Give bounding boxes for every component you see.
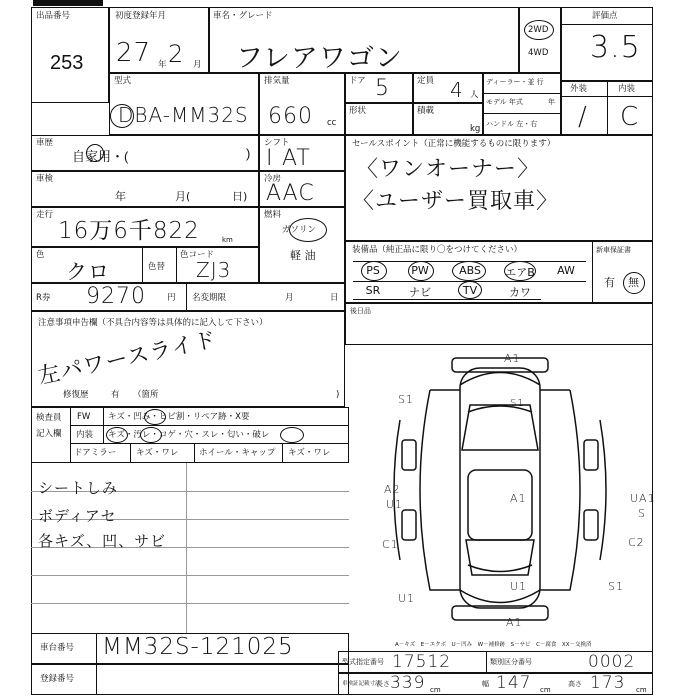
cert-label: 型式指定番号 [342,658,384,666]
mark-left-door: C1 [382,538,399,551]
history-private-circle [86,144,104,162]
capacity-value: 4 [450,78,464,102]
drive-box [519,7,561,73]
cc-unit: cc [327,118,337,128]
equip-abs: ABS [459,264,481,277]
repaint-label: 色替 [148,262,166,272]
equipment-label: 装備品（純正品に限り〇をつけてください） [352,245,523,255]
selling-point-1: 〈ワンオーナー〉 [356,157,541,182]
caution-label: 注意事項申告欄（不具合内容等は具体的に記入して下さい） [38,318,268,328]
mark-left-side-u: U1 [386,498,404,511]
model-year-label: モデル 年式 [486,98,523,106]
warranty-no: 無 [628,276,639,289]
note-line-3: 各キズ、凹、サビ [38,532,167,550]
first-registration-year: 27 [116,38,152,68]
inspector-divider [70,407,71,463]
repair-place: （箇所 [133,390,159,400]
rear-items-label: 後日品 [350,307,371,315]
inspector-rule-1 [70,425,349,426]
score-value: 3.5 [590,30,641,65]
model-year-unit: 年 [548,98,555,106]
fw-label: FW [77,412,91,422]
shift-prefix: I [266,146,274,171]
ext-int-divider [607,81,608,135]
equip-navi: ナビ [409,286,431,299]
inspection-label: 車検 [36,174,54,184]
exterior-grade: / [578,102,588,132]
equip-airbag-circle [504,261,536,281]
interior-label: 内装 [618,84,636,94]
shift-value: AT [282,146,311,171]
length-value: 339 [390,673,426,693]
int-stain-circle [140,427,162,443]
repair-place-close: ) [336,390,340,400]
inspection-day: 日) [232,190,248,203]
warranty-label: 新車保証書 [596,246,631,254]
load-label: 積載 [417,106,435,116]
inspector-label-2: 記入欄 [36,429,62,439]
equip-pw-circle [408,261,434,281]
color-code-value: ZJ3 [196,258,232,282]
color-divider-2 [176,247,177,283]
inspector-rule-2 [70,443,349,444]
score-label: 評価点 [592,11,618,21]
color-label: 色 [36,250,45,260]
damage-legend: A－キズ E－エクボ U－凹み W－補修跡 S－サビ C－腐食 XX－交換済 [395,642,592,648]
height-label: 高さ [568,680,582,688]
registration-label: 登録番号 [40,674,75,684]
mark-right-door: C2 [628,536,645,549]
note-line-2: ボディアセ [38,507,117,525]
mark-rear-mid: U1 [510,580,528,593]
equip-airbag: エアB [505,266,535,279]
drive-4wd: 4WD [528,48,549,58]
interior-grade: C [620,102,640,132]
mileage-label: 走行 [36,210,54,220]
mark-right-side-s: S [638,507,646,520]
history-paren: ) [246,146,251,161]
km-unit: km [222,236,233,244]
month-unit: 月 [193,60,202,70]
rear-items-box [345,303,653,345]
person-unit: 人 [470,90,479,100]
doors-value: 5 [375,76,390,101]
shift-label: シフト [264,138,290,148]
history-label: 車歴 [36,138,54,148]
recycle-divider [186,283,187,311]
class-number: 0002 [588,652,636,672]
yen-unit: 円 [167,293,176,303]
doors-label: ドア [349,76,366,86]
fw-text: キズ・凹み・ヒビ割・リペア跡・X要 [108,412,250,422]
interior-inspect-text: キズ・汚レ・コゲ・穴・スレ・匂い・破レ [108,430,270,440]
wheel-text: キズ・ワレ [288,448,331,458]
mirror-label: ドアミラー [74,448,117,458]
model-label: 型式 [114,76,132,86]
mark-left-front: S1 [398,393,414,406]
width-value: 147 [496,673,532,693]
lot-number-label: 出品番号 [36,11,71,21]
model-value: DBA-MM32S [118,103,249,127]
repair-value: 有 [111,390,120,400]
length-label: 長さ [376,680,390,688]
history-box [31,135,259,171]
dealer-rule-2 [483,113,561,114]
kg-unit: kg [470,124,481,134]
class-label: 類別区分番号 [490,658,532,666]
mark-top: A1 [504,352,521,365]
ac-label: 冷房 [264,174,282,184]
width-unit: cm [540,686,551,694]
car-name-label: 車名・グレード [213,11,273,21]
history-value: 自家用・( [72,149,129,164]
equip-abs-circle [452,261,486,281]
exterior-label: 外装 [570,84,588,94]
inspector-div-b [194,443,195,463]
first-registration-label: 初度登録年月 [115,11,167,21]
width-label: 幅 [482,680,489,688]
warranty-divider [592,241,593,303]
fuel-gas: ガソリン [282,225,317,235]
mirror-text: キズ・ワレ [136,448,179,458]
year-unit: 年 [158,60,167,70]
recycle-box [31,283,345,311]
wheel-label: ホイール・キャップ [199,448,276,458]
drive-2wd: 2WD [528,25,549,35]
first-registration-month: 2 [168,40,185,68]
fw-dent-circle [144,409,166,425]
name-change-day: 日 [330,293,339,303]
equip-tv: TV [462,284,478,297]
chassis-number: MM32S-121025 [102,634,294,660]
fuel-label: 燃料 [264,210,282,220]
mark-right-side: UA1 [630,492,656,505]
color-value: クロ [66,260,110,284]
size-label: 車検証記載寸法 [342,681,381,687]
shape-label: 形状 [349,106,367,116]
color-code-label: 色コード [180,250,215,260]
inspector-divider-2 [103,407,104,443]
inspector-div-a [130,443,131,463]
cert-divider [486,651,487,673]
registration-box [31,664,349,695]
lot-number-value: 253 [50,52,84,74]
equip-ps: PS [366,264,380,277]
dealer-rule-1 [483,93,561,94]
chassis-label: 車台番号 [40,643,75,653]
height-unit: cm [636,686,647,694]
mark-left-side-a: A2 [384,483,401,496]
equip-leather: カワ [509,286,531,299]
inspection-box [31,171,259,207]
color-divider [142,247,143,283]
selling-point-2: 〈ユーザー買取車〉 [352,189,560,214]
ac-value: AAC [266,181,315,206]
mark-rear-left: U1 [398,592,416,605]
car-diagram [360,350,650,630]
recycle-label: R券 [36,293,51,303]
inspector-div-c [282,443,283,463]
equip-sr: SR [365,284,381,297]
mark-bottom: A1 [506,616,523,629]
selling-points-label: セールスポイント（正常に機能するものに限ります） [352,139,556,149]
note-line-1: シートしみ [38,479,119,497]
length-unit: cm [430,686,441,694]
repair-label: 修復歴 [63,390,89,400]
dealer-label: ディーラー・並 行 [486,78,544,86]
mark-hood: A1 [510,492,527,505]
height-value: 173 [590,673,626,693]
equip-pw: PW [411,264,429,277]
name-change-label: 名変期限 [192,293,227,303]
displacement-value: 660 [268,104,313,129]
inspector-label-1: 検査員 [36,413,62,423]
caution-text: 左パワースライド [35,327,220,390]
inspection-year: 年 [115,190,126,203]
car-name-value: フレアワゴン [236,43,403,74]
int-smell-circle [280,427,304,443]
int-scratch-circle [106,427,128,443]
fuel-diesel: 軽 油 [290,249,316,262]
inspection-month: 月( [175,190,191,203]
mark-rear-right: S1 [608,580,624,593]
cert-number: 17512 [392,652,452,672]
capacity-label: 定員 [417,76,435,86]
corner-tab [33,0,103,6]
equip-tv-circle [458,281,482,299]
equip-aw: AW [557,264,575,277]
displacement-label: 排気量 [264,76,290,86]
ext-int-rule [561,96,653,97]
recycle-fee: 9270 [86,284,146,309]
mileage-value: 16万6千822 [58,218,200,244]
mark-roof: S1 [510,398,525,409]
equip-ps-circle [361,261,387,281]
score-rule [561,24,653,25]
name-change-month: 月 [285,293,294,303]
warranty-yes: 有 [604,276,615,289]
interior-inspect-label: 内装 [76,430,94,440]
handle-label: ハンドル 左・右 [486,120,538,128]
